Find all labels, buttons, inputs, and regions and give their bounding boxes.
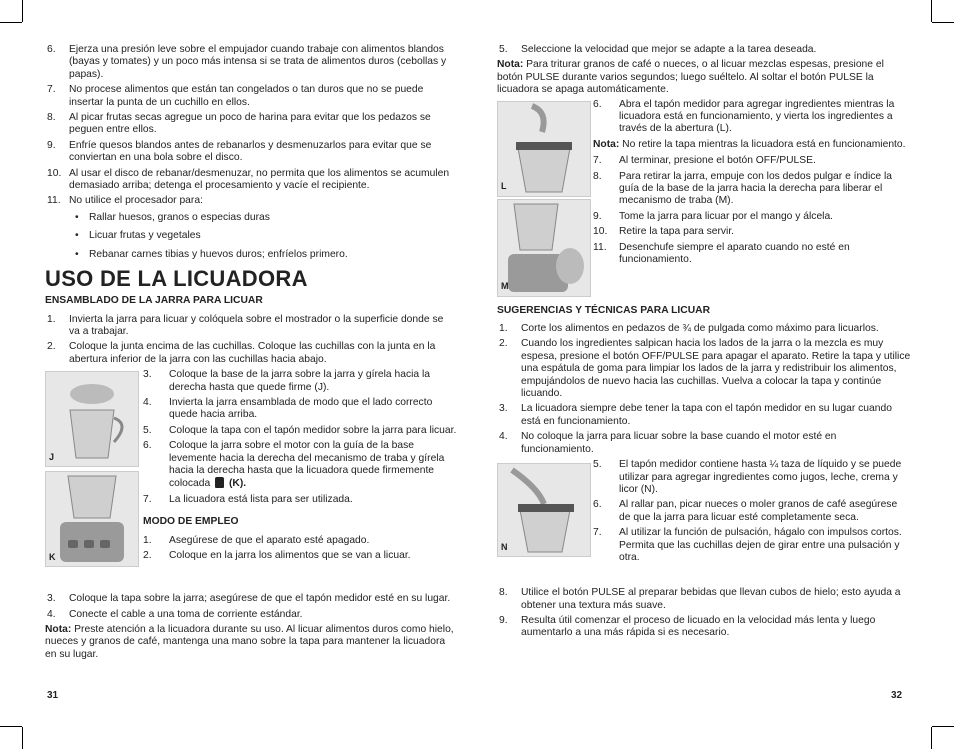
section-subheading: SUGERENCIAS Y TÉCNICAS PARA LICUAR [497,304,711,316]
list-item: 3. Coloque la base de la jarra sobre la jarra y gírela hacia la derecha hasta que quede firme (J). [143,369,431,393]
list-item: 5. Seleccione la velocidad que mejor se adapte a la tarea deseada. [499,44,817,55]
left-page [45,44,457,661]
page-number: 31 [47,690,59,701]
crop-mark [0,726,22,727]
bullet-item: • Rallar huesos, granos o especias duras [45,212,457,224]
crop-mark [932,22,954,23]
crop-mark [22,727,23,749]
list-item: 3. Coloque la tapa sobre la jarra; asegúrese de que el tapón medidor esté en su lugar. [47,593,451,605]
bullet-list [45,212,457,261]
figure-label: N [501,541,508,552]
figure-m-release-jar [497,199,591,297]
blender-base-illustration [46,472,138,566]
list-item: 3. La licuadora siempre debe tener la tapa con el tapón medidor en su lugar cuando está en funcionamiento. [499,403,892,427]
note: Nota: Preste atención a la licuadora durante su uso. Al licuar alimentos duros como hielo, nueces y granos de café, mantenga una mano sobre la tapa para mantener la licuadora en su lugar. [45,623,454,660]
list-item: 6. Abra el tapón medidor para agregar ingredientes mientras la licuadora está en funcionamiento, y vierta los ingredientes a través de la abertura (L). [593,98,895,135]
list-item: 2. Cuando los ingredientes salpican hacia los lados de la jarra o la mezcla es muy espesa, presione el botón OFF/PULSE para apagar el aparato. Retire la tapa y utilice una espátula de goma para limpiar los lados de la jarra y redistribuir los alimentos, empujándolos de nuevo hacia las cuchillas. Vuelva a colocar la tapa y continúe licuando. [499,338,911,400]
list-item: 5. Coloque la tapa con el tapón medidor sobre la jarra para licuar. [143,424,457,436]
list-item: 6. Coloque la jarra sobre el motor con la guía de la base levemente hacia la derecha del mecanismo de traba y gírela hacia la derecha hasta que la licuadora quede firmemente colocada (K). [143,440,445,490]
list-item: 8. Para retirar la jarra, empuje con los dedos pulgar e índice la guía de la base de la jarra hacia la derecha para liberar el mecanismo de traba (M). [593,170,893,207]
release-jar-illustration [498,200,590,296]
list-item: 1. Corte los alimentos en pedazos de ¾ de pulgada como máximo para licuarlos. [499,323,879,335]
blender-jar-illustration [46,372,138,466]
figure-l-pour-ingredients [497,101,591,197]
list-item: 10. Retire la tapa para servir. [593,226,735,238]
list-item: 1. Invierta la jarra para licuar y colóquela sobre el mostrador o la superficie donde se va a trabajar. [47,313,444,337]
list-item: 5. El tapón medidor contiene hasta ¼ taza de líquido y se puede utilizar para agregar ingredientes como jugos, leche, crema y licor (N). [593,459,902,495]
list-item: 11. Desenchufe siempre el aparato cuando no esté en funcionamiento. [593,241,850,266]
list-item: 6. Ejerza una presión leve sobre el empujador cuando trabaje con alimentos blandos (bayas y tomates) y un poco más intensa si se trata de alimentos duros (cebollas y papas). [47,44,447,80]
crop-mark [22,0,23,22]
figure-label: K [49,551,56,562]
bullet-item: • Rebanar carnes tibias y huevos duros; enfríelos primero. [45,249,457,261]
list-item: 8. Utilice el botón PULSE al preparar bebidas que llevan cubos de hielo; esto ayuda a obtener una textura más suave. [499,587,901,611]
figure-k-blender-base [45,471,139,567]
figure-n-measuring-cap [497,463,591,557]
crop-mark [931,0,932,22]
crop-mark [931,727,932,749]
page-number: 32 [891,690,903,701]
list-item: 9. Tome la jarra para licuar por el mango y álcela. [593,210,834,222]
figure-label: L [501,181,507,192]
list-item: 4. Conecte el cable a una toma de corriente estándar. [47,608,303,620]
section-subheading: ENSAMBLADO DE LA JARRA PARA LICUAR [45,295,263,307]
note: Nota: Para triturar granos de café o nueces, o al licuar mezclas espesas, presione el botón PULSE durante varios segundos; luego suéltelo. Al soltar el botón PULSE la licuadora se apaga automáticamente. [497,59,884,96]
figure-label: M [501,281,509,292]
section-title: USO DE LA LICUADORA [45,266,308,292]
note: Nota: No retire la tapa mientras la licuadora está en funcionamiento. [593,138,906,150]
lock-icon [215,477,224,488]
list-item: 8. Al picar frutas secas agregue un poco de harina para evitar que los pedazos se peguen entre ellos. [47,112,431,136]
list-item: 9. Enfríe quesos blandos antes de rebanarlos y desmenuzarlos para evitar que se conviertan en una bola sobre el disco. [47,139,432,164]
list-item: 4. No coloque la jarra para licuar sobre la base cuando el motor esté en funcionamiento. [499,431,837,455]
list-item: 7. Al utilizar la función de pulsación, hágalo con impulsos cortos. Permita que las cuchillas dejen de girar entre una pulsación y otra. [593,527,902,563]
list-item: 2. Coloque la junta encima de las cuchillas. Coloque las cuchillas con la junta en la abertura inferior de la jarra con las cuchillas hacia abajo. [47,341,436,365]
list-item: 9. Resulta útil comenzar el proceso de licuado en la velocidad más lenta y luego aumentarlo a una más rápida si es necesario. [499,614,876,639]
crop-mark [0,22,22,23]
figure-j-blender-jar [45,371,139,467]
bullet-item: • Licuar frutas y vegetales [45,230,457,242]
list-item: 10. Al usar el disco de rebanar/desmenuzar, no permita que los alimentos se acumulen demasiado arriba; detenga el procesamiento y vacíe el recipiente. [47,167,450,192]
pouring-illustration [498,102,590,196]
list-item: 2. Coloque en la jarra los alimentos que se van a licuar. [143,550,411,561]
list-item: 4. Invierta la jarra ensamblada de modo que el lado correcto quede hacia arriba. [143,396,433,421]
measuring-cap-illustration [498,464,590,556]
list-item: 7. Al terminar, presione el botón OFF/PULSE. [593,155,816,167]
list-item: 1. Asegúrese de que el aparato esté apagado. [143,534,370,546]
crop-mark [932,726,954,727]
list-item: 7. La licuadora está lista para ser utilizada. [143,493,353,505]
section-subheading: MODO DE EMPLEO [143,516,239,528]
processor-tips-list [45,44,457,208]
list-item: 7. No procese alimentos que están tan congelados o tan duros que no se puede insertar la punta de un cuchillo en ellos. [47,84,424,108]
list-item: 6. Al rallar pan, picar nueces o moler granos de café asegúrese de que la jarra para licuar esté completamente seca. [593,499,898,523]
figure-label: J [49,451,55,462]
list-item: 11. No utilice el procesador para: [47,195,203,207]
right-page [497,44,911,643]
